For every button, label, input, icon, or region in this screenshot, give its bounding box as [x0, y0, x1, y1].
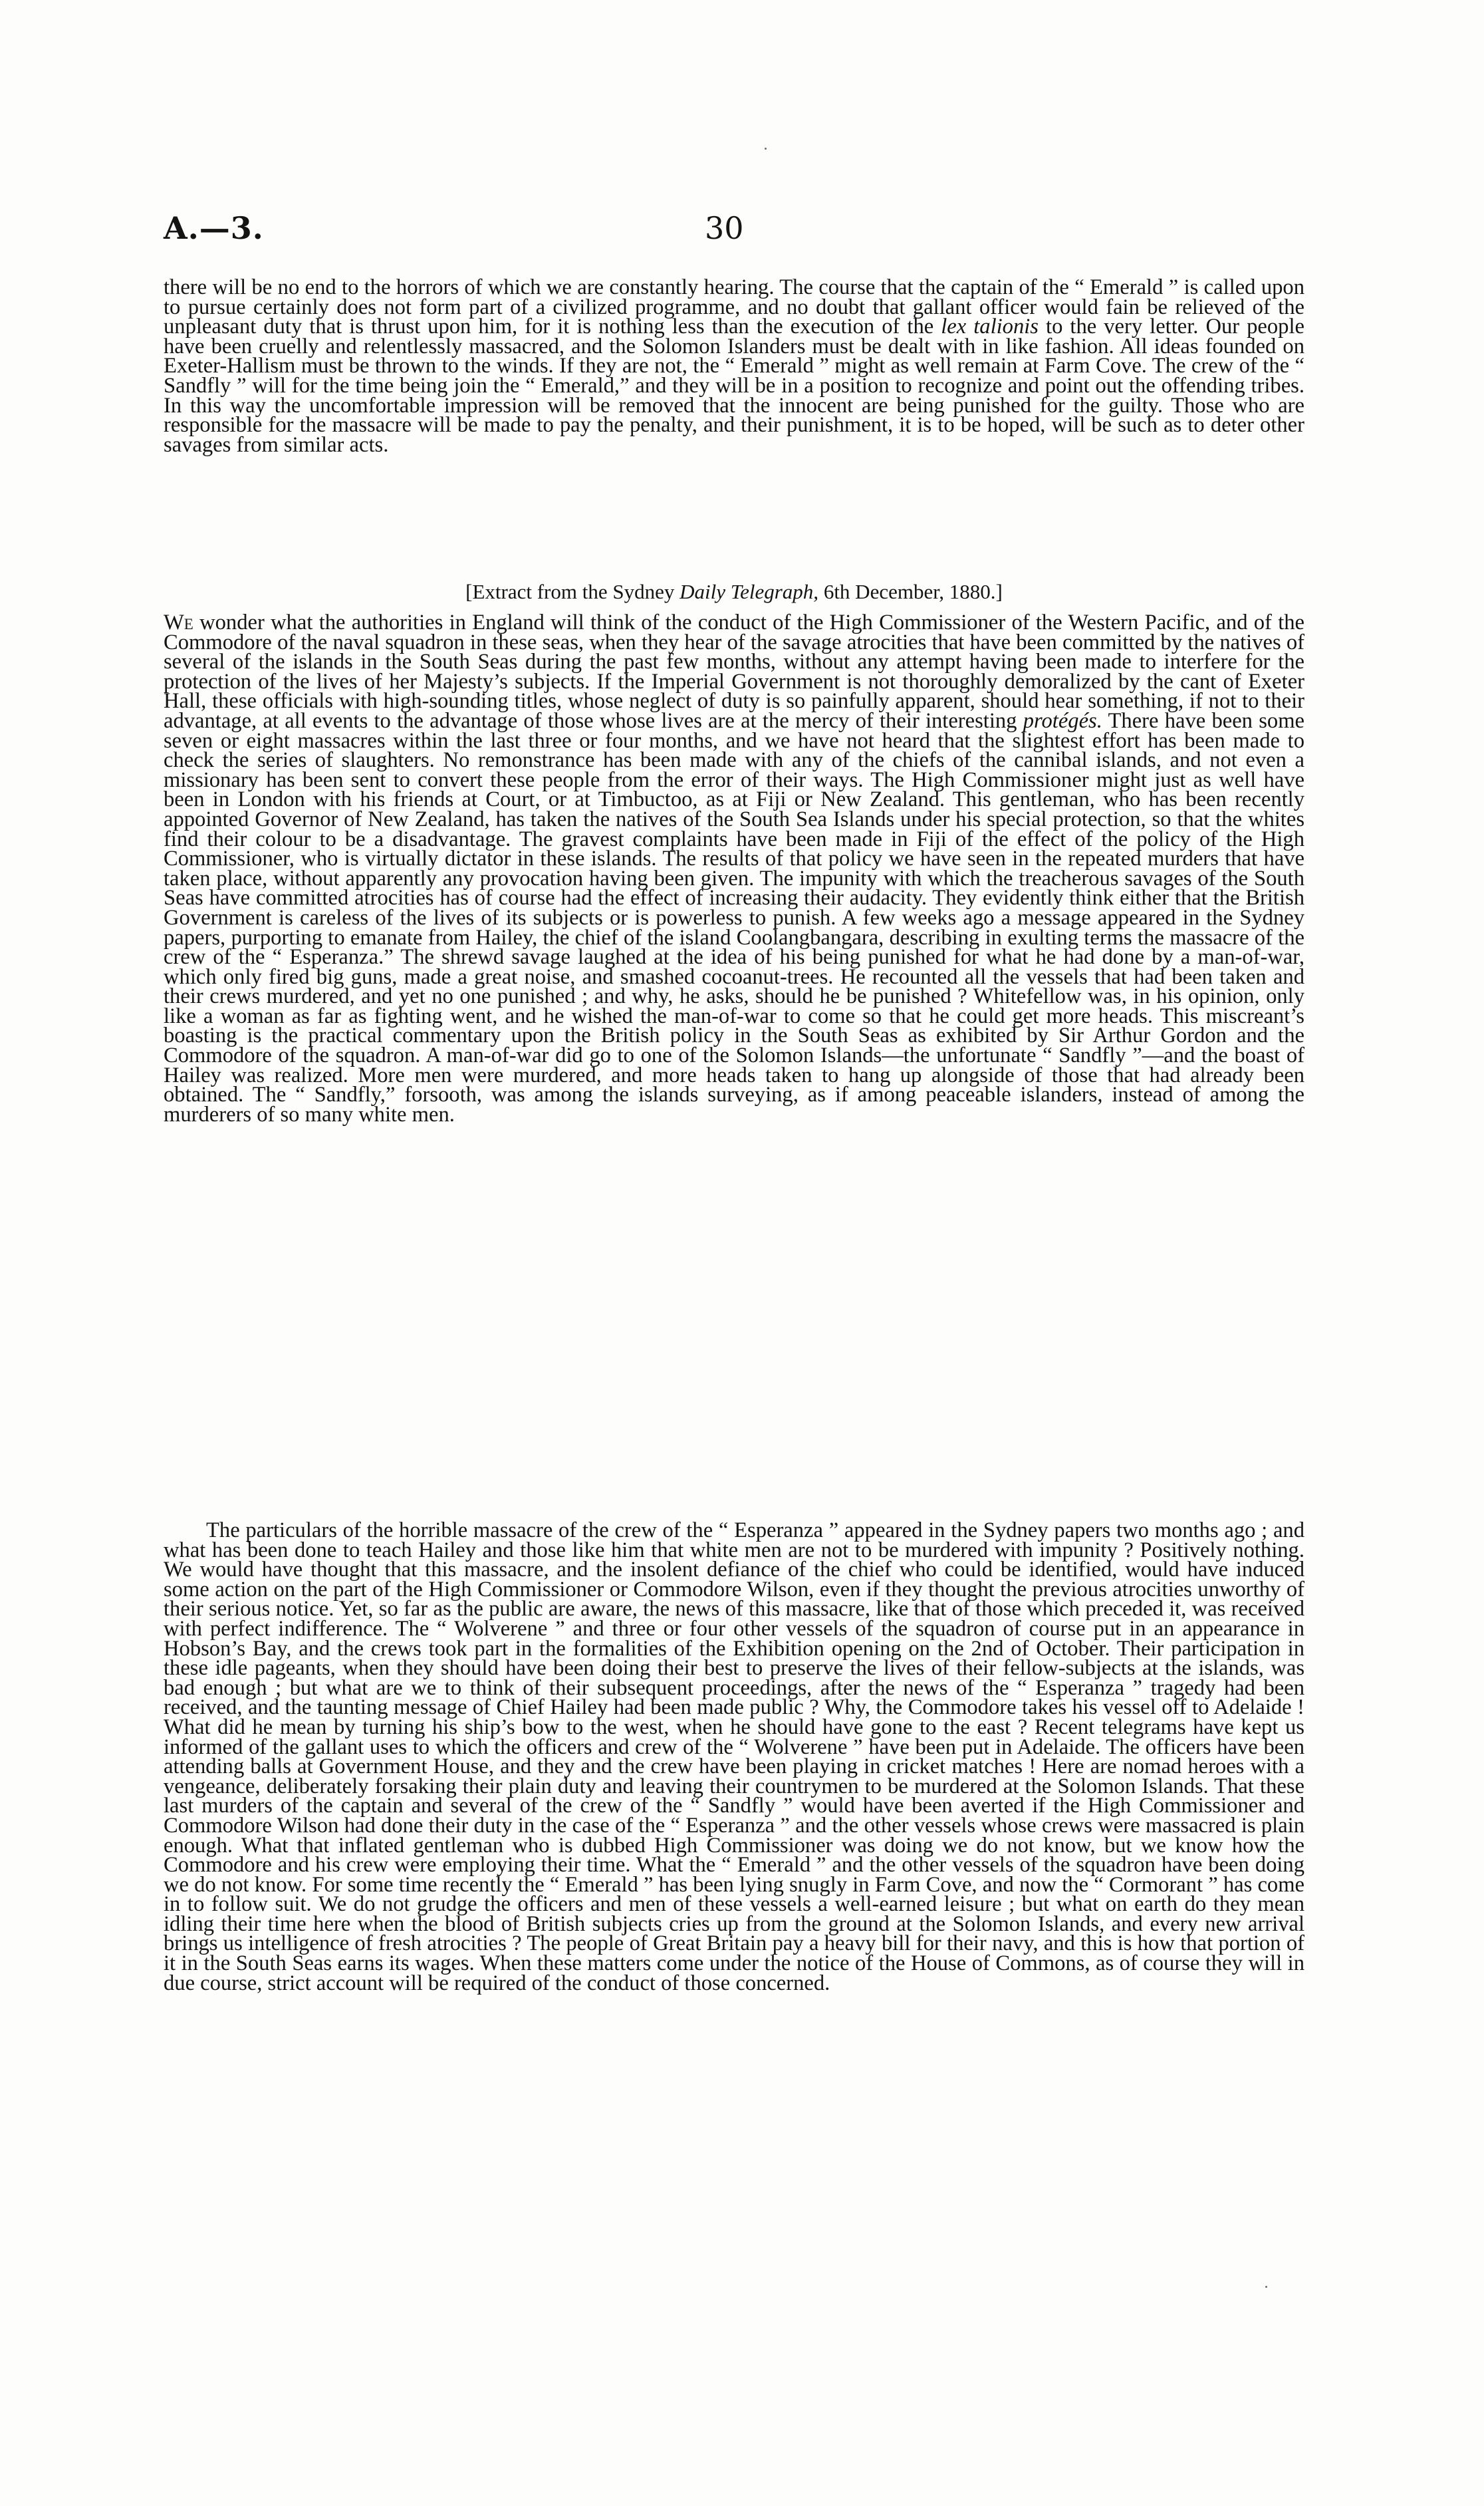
scan-speck: [1265, 2286, 1267, 2288]
extract-suffix: 6th December, 1880.]: [818, 580, 1003, 603]
paragraph-text: There have been some seven or eight massacres within the last three or four months, and we have not heard that the slightest effort has been made to check the series of slaughters. No remonstrance has been made with any of the chiefs of the cannibal islands, and not even a missionary has been sent to convert these people from the error of their ways. The High Commissioner might just as well have been in London with his friends at Court, or at Timbuctoo, as at Fiji or New Zealand. This gentleman, who has been recently appointed Governor of New Zealand, has taken the natives of the South Sea Islands under his special protection, so that the whites find their colour to be a disadvantage. The gravest complaints have been made in Fiji of the effect of the policy of the High Commissioner, who is virtually dictator in these islands. The results of that policy we have seen in the repeated murders that have taken place, without apparently any provocation having been given. The impunity with which the treacherous savages of the South Seas have committed atrocities has of course had the effect of increasing their audacity. They evidently think either that the British Government is careless of the lives of its subjects or is powerless to punish. A few weeks ago a message appeared in the Sydney papers, purporting to emanate from Hailey, the chief of the island Coolangbangara, describing in exulting terms the massacre of the crew of the “ Esperanza.” The shrewd savage laughed at the idea of his being punished for what he had done by a man-of-war, which only fired big guns, made a great noise, and smashed cocoanut-trees. He recounted all the vessels that had been taken and their crews murdered, and yet no one punished ; and why, he asks, should he be punished ? Whitefellow was, in his opinion, only like a woman as far as fighting went, and he wished the man-of-war to come so that he could get more heads. This miscreant’s boasting is the practical commentary upon the British policy in the South Seas as exhibited by Sir Arthur Gordon and the Commodore of the squadron. A man-of-war did go to one of the Solomon Islands—the unfortunate “ Sandfly ”—and the boast of Hailey was realized. More men were murdered, and more heads taken to hang up alongside of those that had already been obtained. The “ Sandfly,” forsooth, was among the islands surveying, as if among peaceable islanders, instead of among the murderers of so many white men.: [164, 708, 1304, 1127]
extract-heading: [164, 580, 1304, 604]
paragraph-italic-term: protégés.: [1023, 708, 1102, 733]
opening-word: We: [164, 611, 193, 634]
page-number: 30: [705, 210, 744, 246]
newspaper-name: Daily Telegraph,: [680, 580, 819, 603]
paragraph-continuation: [164, 275, 1304, 457]
paragraph-text: to the very letter. Our people have been cruelly and relentlessly massacred, and the Solomon Islanders must be dealt with in like fashion. All ideas founded on Exeter-Hallism must be thrown to the winds. If they are not, the “ Emerald ” might as well remain at Farm Cove. The crew of the “ Sandfly ” will for the time being join the “ Emerald,” and they will be in a position to recognize and point out the offending tribes. In this way the uncomfortable impression will be removed that the innocent are being punished for the guilty. Those who are responsible for the massacre will be made to pay the penalty, and their punishment, it is to be hoped, will be such as to deter other savages from similar acts.: [164, 315, 1304, 457]
article-paragraph: [164, 613, 1304, 1125]
document-reference: A.—3.: [164, 210, 264, 246]
article-paragraph: [164, 1518, 1304, 1995]
paragraph-italic-term: lex talionis: [941, 315, 1039, 339]
paragraph-text: wonder what the authorities in England will think of the conduct of the High Commissioner of the Western Pacific, and of the Commodore of the naval squadron in these seas, when they hear of the savage atrocities that have been committed by the natives of several of the islands in the South Seas during the past few months, without any attempt having been made to interfere for the protection of the lives of her Majesty’s subjects. If the Imperial Government is not thoroughly demoralized by the cant of Exeter Hall, these officials with high-sounding titles, whose neglect of duty is so painfully apparent, should hear something, if not to their advantage, at all events to the advantage of those whose lives are at the mercy of their interesting: [164, 611, 1304, 733]
paragraph-text: there will be no end to the horrors of which we are constantly hearing. The course that the captain of the “ Emerald ” is called upon to pursue certainly does not form part of a civilized programme, and no doubt that gallant officer would fain be relieved of the unpleasant duty that is thrust upon him, for it is nothing less than the execution of the: [164, 275, 1304, 339]
extract-prefix: [Extract from the Sydney: [465, 580, 680, 603]
scan-speck: [765, 148, 767, 150]
paragraph-text: The particulars of the horrible massacre of the crew of the “ Esperanza ” appeared in the Sydney papers two months ago ; and what has been done to teach Hailey and those like him that white men are not to be murdered with impunity ? Positively nothing. We would have thought that this massacre, and the insolent defiance of the chief who could be identified, would have induced some action on the part of the High Commissioner or Commodore Wilson, even if they thought the previous atrocities unworthy of their serious notice. Yet, so far as the public are aware, the news of this massacre, like that of those which preceded it, was received with perfect indifference. The “ Wolverene ” and three or four other vessels of the squadron of course put in an appearance in Hobson’s Bay, and the crews took part in the formalities of the Exhibition opening on the 2nd of October. Their participation in these idle pageants, when they should have been doing their best to preserve the lives of their fellow-subjects at the islands, was bad enough ; but what are we to think of their subsequent proceedings, after the news of the “ Esperanza ” tragedy had been received, and the taunting message of Chief Hailey had been made public ? Why, the Commodore takes his vessel off to Adelaide ! What did he mean by turning his ship’s bow to the west, when he should have gone to the east ? Recent telegrams have kept us informed of the gallant uses to which the officers and crew of the “ Wolverene ” have been put in Adelaide. The officers have been attending balls at Government House, and they and the crew have been playing in cricket matches ! Here are nomad heroes with a vengeance, deliberately forsaking their plain duty and leaving their countrymen to be murdered at the Solomon Islands. That these last murders of the captain and several of the crew of the “ Sandfly ” would have been averted if the High Commissioner and Commodore Wilson had done their duty in the case of the “ Esperanza ” and the other vessels whose crews were massacred is plain enough. What that inflated gentleman who is dubbed High Commissioner was doing we do not know, but we know how the Commodore and his crew were employing their time. What the “ Emerald ” and the other vessels of the squadron have been doing we do not know. For some time recently the “ Emerald ” has been lying snugly in Farm Cove, and now the “ Cormorant ” has come in to follow suit. We do not grudge the officers and men of these vessels a well-earned leisure ; but what on earth do they mean idling their time here when the blood of British subjects cries up from the ground at the Solomon Islands, and every new arrival brings us intelligence of fresh atrocities ? The people of Great Britain pay a heavy bill for their navy, and this is how that portion of it in the South Seas earns its wages. When these matters come under the notice of the House of Commons, as of course they will in due course, strict account will be required of the conduct of those concerned.: [164, 1518, 1304, 1995]
